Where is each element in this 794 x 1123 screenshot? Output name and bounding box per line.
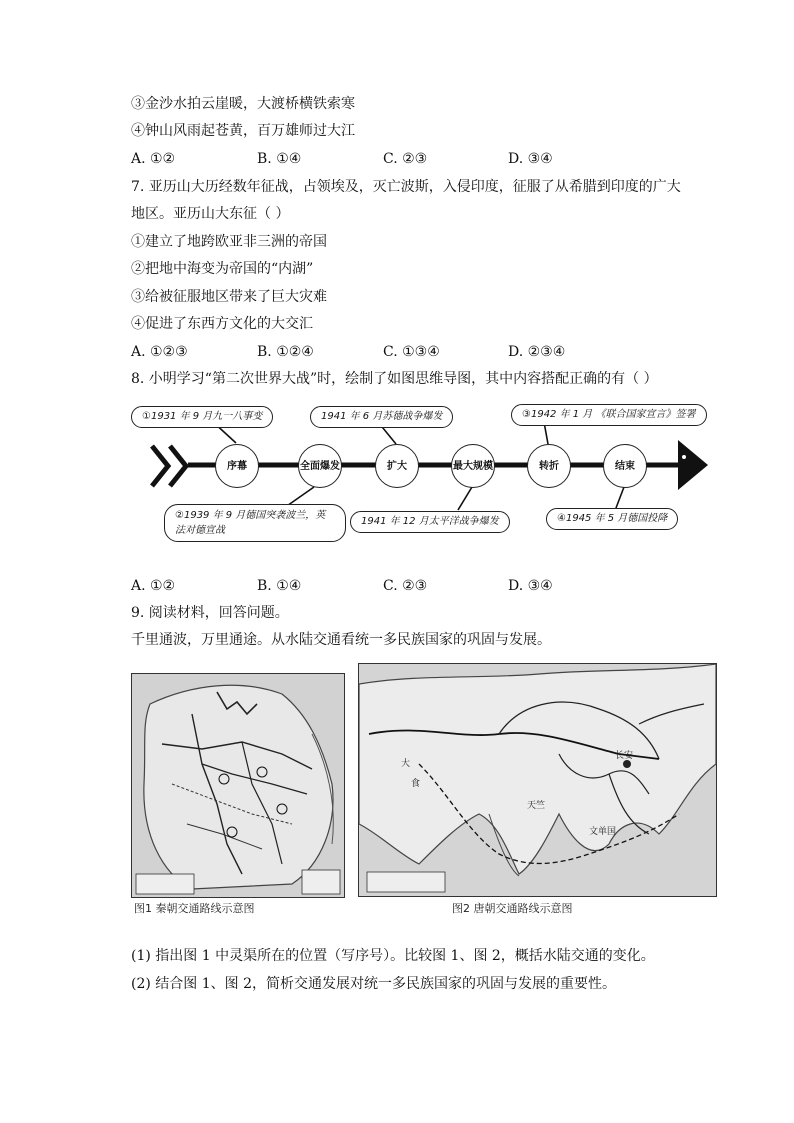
start-chevron-1	[152, 446, 168, 486]
tang-label-shi: 食	[411, 779, 421, 789]
mindmap-bottom-box-2: 1941 年 12 月太平洋战争爆发	[350, 511, 510, 533]
qin-map-drawing	[132, 674, 344, 897]
choice-a[interactable]: A. ①②	[131, 151, 176, 167]
q7-item-2: ②把地中海变为帝国的“内湖”	[131, 261, 314, 277]
mindmap-bottom-box-1: ②1939 年 9 月德国突袭波兰，英法对德宣战	[164, 504, 346, 542]
mindmap-node-outbreak: 全面爆发	[298, 444, 342, 488]
mind-map	[128, 396, 708, 552]
tang-label-changan: 长安	[615, 751, 634, 761]
tang-transport-map	[358, 663, 717, 897]
choice-d[interactable]: D. ③④	[508, 578, 553, 594]
q7-stem-line1: 7. 亚历山大历经数年征战，占领埃及，灭亡波斯，入侵印度，征服了从希腊到印度的广大	[131, 179, 681, 195]
q7-item-3: ③给被征服地区带来了巨大灾难	[131, 289, 327, 305]
q7-item-4: ④促进了东西方文化的大交汇	[131, 316, 313, 332]
q9-subquestion-2: (2) 结合图 1、图 2，简析交通发展对统一多民族国家的巩固与发展的重要性。	[131, 976, 616, 992]
tang-label-wendan: 文单国	[589, 827, 617, 837]
q8-stem: 8. 小明学习“第二次世界大战”时，绘制了如图思维导图，其中内容搭配正确的有（ ）	[131, 371, 658, 387]
qin-transport-map	[131, 673, 345, 898]
q9-material: 千里通波，万里通途。从水陆交通看统一多民族国家的巩固与发展。	[131, 632, 551, 648]
mindmap-top-box-2: 1941 年 6 月苏德战争爆发	[310, 406, 453, 428]
q7-stem-line2: 地区。亚历山大东征（ ）	[131, 206, 290, 222]
choice-b[interactable]: B. ①④	[257, 578, 302, 594]
choice-b[interactable]: B. ①④	[257, 151, 302, 167]
tang-label-da: 大	[401, 759, 411, 769]
mindmap-node-end: 结束	[603, 444, 647, 488]
mindmap-top-box-1: ①1931 年 9 月九一八事变	[131, 406, 273, 428]
choice-c[interactable]: C. ②③	[383, 151, 428, 167]
q7-item-1: ①建立了地跨欧亚非三洲的帝国	[131, 234, 327, 250]
fig2-caption: 图2 唐朝交通路线示意图	[452, 902, 573, 915]
mindmap-node-largest: 最大规模	[451, 444, 495, 488]
tang-label-tianzhu: 天竺	[527, 801, 546, 811]
connector-bottom-2	[458, 487, 472, 510]
choice-a[interactable]: A. ①②③	[131, 344, 188, 360]
choice-a[interactable]: A. ①②	[131, 578, 176, 594]
option-3-text: ③金沙水拍云崖暖，大渡桥横铁索寒	[131, 96, 355, 112]
connector-bottom-3	[616, 487, 624, 508]
mindmap-top-box-3: ③1942 年 1 月 《联合国家宣言》签署	[511, 404, 707, 426]
option-4-text: ④钟山风雨起苍黄，百万雄师过大江	[131, 123, 355, 139]
choice-c[interactable]: C. ②③	[383, 578, 428, 594]
mindmap-node-prelude: 序幕	[215, 444, 259, 488]
q9-subquestion-1: (1) 指出图 1 中灵渠所在的位置（写序号）。比较图 1、图 2，概括水陆交通的变化。	[131, 948, 655, 964]
tang-map-legend	[367, 872, 445, 892]
fig1-caption: 图1 秦朝交通路线示意图	[134, 902, 255, 915]
choice-b[interactable]: B. ①②④	[257, 344, 314, 360]
timeline-arrowhead	[678, 440, 708, 490]
mindmap-bottom-box-3: ④1945 年 5 月德国投降	[546, 508, 678, 530]
qin-map-legend-right	[302, 870, 340, 894]
mindmap-node-expand: 扩大	[375, 444, 419, 488]
choice-d[interactable]: D. ②③④	[508, 344, 566, 360]
start-chevron-2	[170, 446, 186, 486]
qin-map-legend-left	[136, 874, 194, 894]
choice-c[interactable]: C. ①③④	[383, 344, 440, 360]
choice-d[interactable]: D. ③④	[508, 151, 553, 167]
q9-stem: 9. 阅读材料，回答问题。	[131, 605, 289, 621]
mindmap-node-turning: 转折	[527, 444, 571, 488]
